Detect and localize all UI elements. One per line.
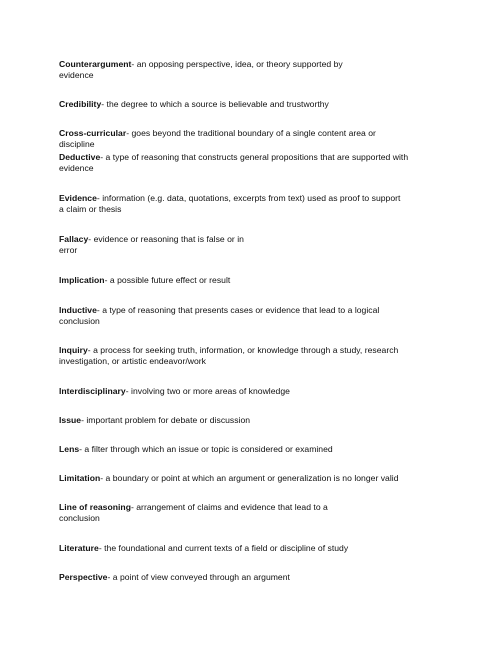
- glossary-term: Implication: [59, 275, 105, 285]
- glossary-entry-inquiry: [59, 345, 398, 368]
- glossary-term: Inductive: [59, 305, 97, 315]
- entry-line: discipline: [59, 139, 95, 150]
- glossary-definition: - evidence or reasoning that is false or in: [88, 234, 244, 244]
- entry-line: [59, 572, 290, 583]
- glossary-term: Evidence: [59, 193, 97, 203]
- glossary-entry-limitation: [59, 473, 399, 484]
- entry-line: [59, 128, 376, 139]
- glossary-definition: - involving two or more areas of knowledge: [125, 386, 290, 396]
- entry-line: investigation, or artistic endeavor/work: [59, 356, 206, 367]
- glossary-definition: - a process for seeking truth, information, or knowledge through a study, research: [87, 345, 399, 355]
- entry-line: [59, 59, 343, 70]
- glossary-definition: - a type of reasoning that presents cases or evidence that lead to a logical: [96, 305, 380, 315]
- glossary-entry-deductive: [59, 152, 408, 175]
- entry-line: [59, 386, 290, 397]
- entry-line: [59, 345, 398, 356]
- glossary-term: Lens: [59, 444, 80, 454]
- glossary-entry-literature: [59, 543, 348, 554]
- glossary-term: Cross-curricular: [59, 128, 127, 138]
- glossary-term: Fallacy: [59, 234, 89, 244]
- glossary-entry-issue: [59, 415, 250, 426]
- entry-line: [59, 305, 379, 316]
- glossary-term: Inquiry: [59, 345, 88, 355]
- entry-line: [59, 543, 348, 554]
- entry-line: [59, 502, 328, 513]
- glossary-term: Counterargument: [59, 59, 132, 69]
- entry-line: [59, 415, 250, 426]
- glossary-definition: - important problem for debate or discussion: [81, 415, 251, 425]
- glossary-entry-lens: [59, 444, 333, 455]
- glossary-definition: - a point of view conveyed through an argument: [107, 572, 290, 582]
- entry-line: [59, 275, 230, 286]
- entry-line: [59, 99, 329, 110]
- glossary-entry-line-of-reasoning: [59, 502, 328, 525]
- glossary-definition: - goes beyond the traditional boundary of a single content area or: [126, 128, 376, 138]
- glossary-term: Perspective: [59, 572, 108, 582]
- glossary-entry-interdisciplinary: [59, 386, 290, 397]
- glossary-definition: - a possible future effect or result: [104, 275, 231, 285]
- glossary-term: Line of reasoning: [59, 502, 131, 512]
- glossary-term: Interdisciplinary: [59, 386, 126, 396]
- glossary-definition: - the degree to which a source is believable and trustworthy: [101, 99, 329, 109]
- entry-line: [59, 152, 408, 163]
- glossary-entry-inductive: [59, 305, 379, 328]
- glossary-definition: - a boundary or point at which an argument or generalization is no longer valid: [100, 473, 399, 483]
- entry-line: conclusion: [59, 316, 100, 327]
- glossary-entry-credibility: [59, 99, 329, 110]
- entry-line: [59, 473, 399, 484]
- glossary-definition: - information (e.g. data, quotations, excerpts from text) used as proof to support: [96, 193, 401, 203]
- entry-line: error: [59, 245, 78, 256]
- glossary-entry-cross-curricular: [59, 128, 376, 151]
- glossary-definition: - a filter through which an issue or topic is considered or examined: [79, 444, 333, 454]
- entry-line: evidence: [59, 163, 94, 174]
- glossary-term: Deductive: [59, 152, 101, 162]
- glossary-term: Limitation: [59, 473, 101, 483]
- glossary-entry-counterargument: [59, 59, 343, 82]
- entry-line: [59, 444, 333, 455]
- glossary-definition: - arrangement of claims and evidence that lead to a: [130, 502, 328, 512]
- entry-line: a claim or thesis: [59, 204, 122, 215]
- entry-line: [59, 234, 244, 245]
- entry-line: [59, 193, 400, 204]
- entry-line: conclusion: [59, 513, 100, 524]
- glossary-definition: - an opposing perspective, idea, or theory supported by: [131, 59, 343, 69]
- entry-line: evidence: [59, 70, 94, 81]
- glossary-entry-perspective: [59, 572, 290, 583]
- glossary-entry-evidence: [59, 193, 400, 216]
- glossary-term: Issue: [59, 415, 82, 425]
- glossary-term: Credibility: [59, 99, 102, 109]
- glossary-definition: - the foundational and current texts of a field or discipline of study: [98, 543, 349, 553]
- glossary-entry-implication: [59, 275, 230, 286]
- glossary-entry-fallacy: [59, 234, 244, 257]
- glossary-term: Literature: [59, 543, 99, 553]
- glossary-definition: - a type of reasoning that constructs general propositions that are supported with: [100, 152, 409, 162]
